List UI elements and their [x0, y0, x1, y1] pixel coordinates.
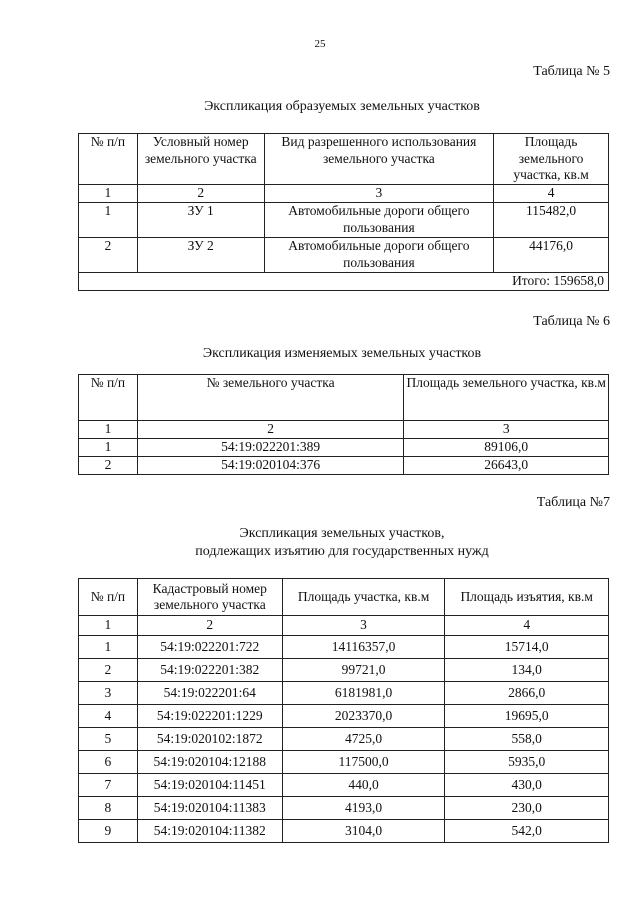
table7-title-line1: Экспликация земельных участков, — [239, 526, 445, 541]
table-cell: 14116357,0 — [282, 636, 445, 659]
table-cell: 89106,0 — [404, 439, 609, 457]
table-cell: 6181981,0 — [282, 682, 445, 705]
column-number: 1 — [79, 421, 138, 439]
table-cell: 54:19:020104:12188 — [137, 751, 282, 774]
table-cell: 19695,0 — [445, 705, 609, 728]
table-cell: 54:19:020104:376 — [137, 457, 404, 475]
table-cell: 440,0 — [282, 774, 445, 797]
table6 — [78, 374, 609, 475]
table-cell: 7 — [79, 774, 138, 797]
header-cell: № п/п — [79, 375, 138, 421]
table7 — [78, 578, 609, 843]
table-cell: 4193,0 — [282, 797, 445, 820]
table-cell: 115482,0 — [494, 203, 609, 238]
table-cell: 2 — [79, 238, 138, 273]
table-row — [79, 820, 609, 843]
header-cell: Площадь участка, кв.м — [282, 579, 445, 616]
table-row — [79, 238, 609, 273]
table-cell: 15714,0 — [445, 636, 609, 659]
table-cell: 2023370,0 — [282, 705, 445, 728]
table-row — [79, 659, 609, 682]
header-cell: Кадастровый номер земельного участка — [137, 579, 282, 616]
column-number: 4 — [445, 616, 609, 636]
header-cell: Площадь изъятия, кв.м — [445, 579, 609, 616]
table-cell: 54:19:022201:382 — [137, 659, 282, 682]
column-number: 2 — [137, 421, 404, 439]
table-cell: 54:19:022201:1229 — [137, 705, 282, 728]
total-row — [79, 273, 609, 291]
table-header-row — [79, 375, 609, 421]
header-cell: Площадь земельного участка, кв.м — [404, 375, 609, 421]
column-number-row — [79, 185, 609, 203]
table-header-row — [79, 134, 609, 185]
column-number: 3 — [264, 185, 494, 203]
table-cell: ЗУ 2 — [137, 238, 264, 273]
column-number: 3 — [282, 616, 445, 636]
table-cell: 1 — [79, 439, 138, 457]
header-cell: № п/п — [79, 579, 138, 616]
header-cell: Условный номер земельного участка — [137, 134, 264, 185]
table-cell: 54:19:020104:11383 — [137, 797, 282, 820]
table-cell: 1 — [79, 203, 138, 238]
table-cell: 8 — [79, 797, 138, 820]
table-cell: 99721,0 — [282, 659, 445, 682]
table-cell: 558,0 — [445, 728, 609, 751]
table-row — [79, 728, 609, 751]
header-cell: № земельного участка — [137, 375, 404, 421]
column-number: 4 — [494, 185, 609, 203]
table6-label: Таблица № 6 — [533, 314, 610, 329]
table-cell: 54:19:020104:11451 — [137, 774, 282, 797]
total-cell: Итого: 159658,0 — [79, 273, 609, 291]
table-cell: 230,0 — [445, 797, 609, 820]
table-cell: 430,0 — [445, 774, 609, 797]
table-cell: 3104,0 — [282, 820, 445, 843]
table-cell: 6 — [79, 751, 138, 774]
table-cell: 3 — [79, 682, 138, 705]
table6-title: Экспликация изменяемых земельных участков — [202, 346, 482, 361]
table7-title-line2: подлежащих изъятию для государственных нужд — [195, 544, 489, 559]
table-row — [79, 705, 609, 728]
table-cell: 26643,0 — [404, 457, 609, 475]
table-cell: 117500,0 — [282, 751, 445, 774]
table-cell: 4725,0 — [282, 728, 445, 751]
table-cell: 54:19:020104:11382 — [137, 820, 282, 843]
table-cell: 54:19:022201:64 — [137, 682, 282, 705]
table-row — [79, 797, 609, 820]
table5-title: Экспликация образуемых земельных участков — [204, 99, 480, 114]
table-row — [79, 457, 609, 475]
table-row — [79, 636, 609, 659]
table7-label: Таблица №7 — [536, 495, 610, 510]
table-cell: 134,0 — [445, 659, 609, 682]
table-cell: 2 — [79, 659, 138, 682]
table-row — [79, 203, 609, 238]
table5 — [78, 133, 609, 291]
column-number: 3 — [404, 421, 609, 439]
table-row — [79, 774, 609, 797]
table-cell: 542,0 — [445, 820, 609, 843]
table-cell: 5935,0 — [445, 751, 609, 774]
table-header-row — [79, 579, 609, 616]
page-number: 25 — [314, 38, 326, 50]
table-cell: Автомобильные дороги общего пользования — [264, 203, 494, 238]
table-row — [79, 682, 609, 705]
table-cell: 4 — [79, 705, 138, 728]
table-cell: 54:19:022201:722 — [137, 636, 282, 659]
column-number: 2 — [137, 616, 282, 636]
column-number-row — [79, 616, 609, 636]
column-number: 2 — [137, 185, 264, 203]
table-cell: 9 — [79, 820, 138, 843]
table-cell: 44176,0 — [494, 238, 609, 273]
table-cell: ЗУ 1 — [137, 203, 264, 238]
header-cell: № п/п — [79, 134, 138, 185]
table-cell: 2866,0 — [445, 682, 609, 705]
column-number-row — [79, 421, 609, 439]
table-row — [79, 751, 609, 774]
table-cell: Автомобильные дороги общего пользования — [264, 238, 494, 273]
table-cell: 54:19:020102:1872 — [137, 728, 282, 751]
table-cell: 5 — [79, 728, 138, 751]
table7-body — [79, 636, 609, 843]
table-cell: 54:19:022201:389 — [137, 439, 404, 457]
table5-label: Таблица № 5 — [533, 64, 610, 79]
header-cell: Вид разрешенного использования земельного участка — [264, 134, 494, 185]
header-cell: Площадь земельного участка, кв.м — [494, 134, 609, 185]
table-cell: 2 — [79, 457, 138, 475]
table-cell: 1 — [79, 636, 138, 659]
column-number: 1 — [79, 616, 138, 636]
column-number: 1 — [79, 185, 138, 203]
table-row — [79, 439, 609, 457]
